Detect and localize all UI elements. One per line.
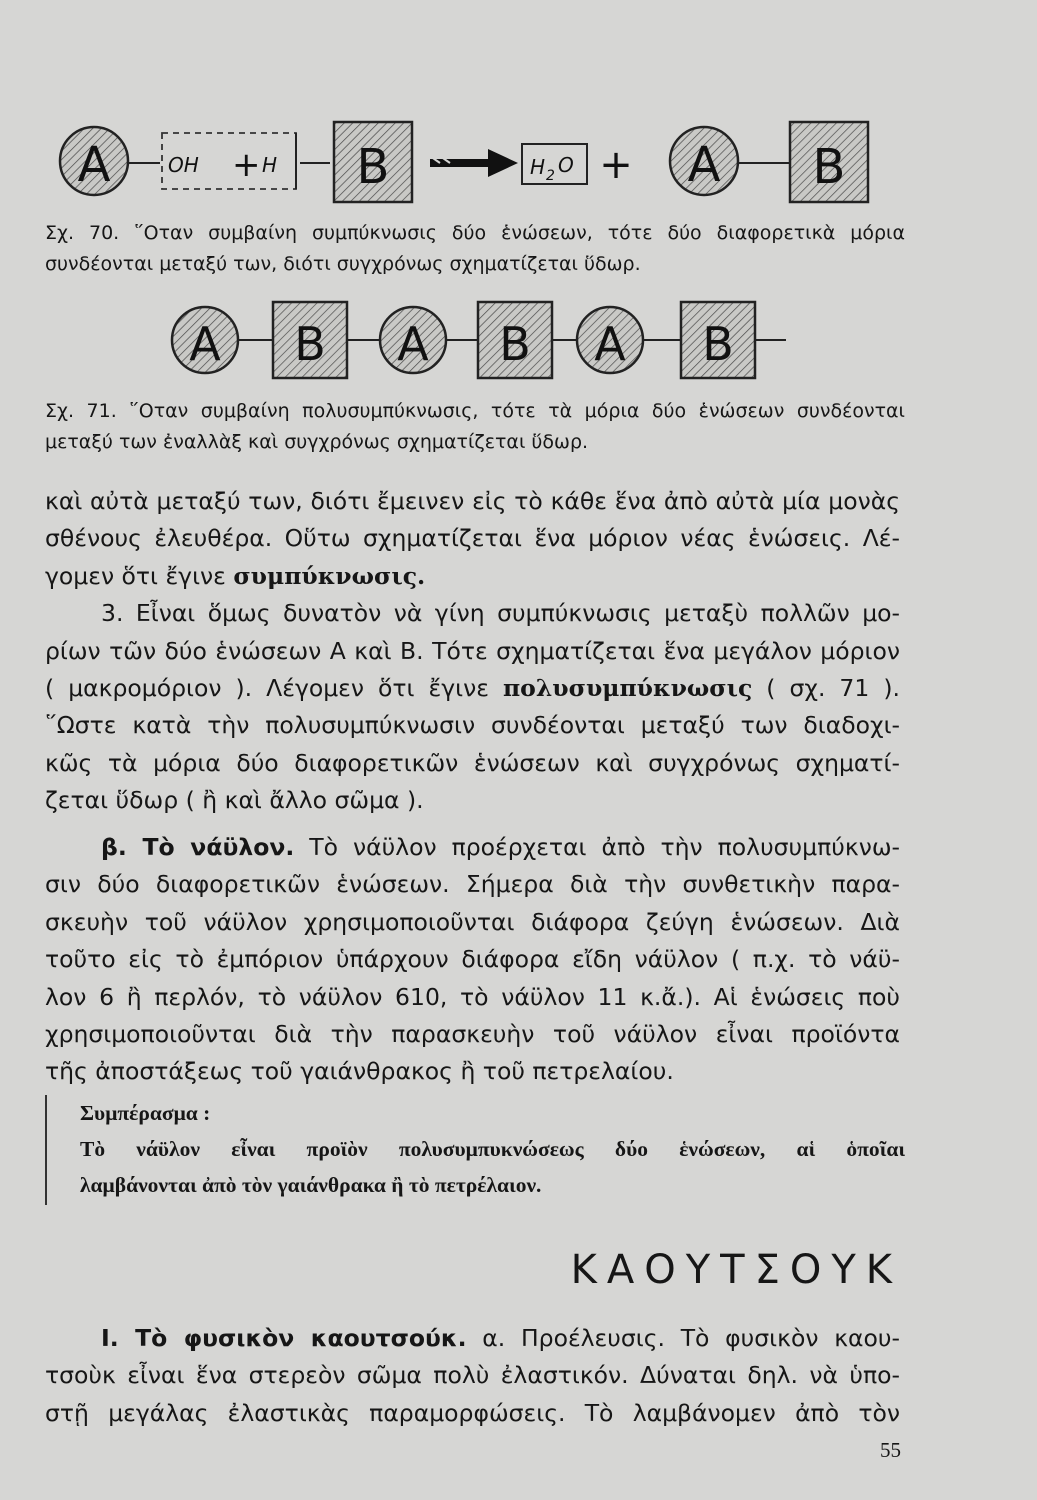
svg-text:H: H xyxy=(262,153,278,177)
chain-atom-a-circle xyxy=(172,307,238,373)
chain-molecule-b-square xyxy=(478,302,552,378)
chain-label: A xyxy=(594,317,626,371)
chain-atom-a-circle xyxy=(380,307,446,373)
svg-text:O: O xyxy=(558,153,574,177)
chain-label: A xyxy=(189,317,221,371)
molecule-b-square-product xyxy=(790,122,868,202)
paragraph-condensation: καὶ αὐτὰ μεταξύ των, διότι ἔμεινεν εἰς τὸ κάθε ἕνα ἀπὸ αὐτὰ μία μονὰς σθένους ἐλευθέρα. Οὕτω σχηματίζεται ἕνα μόριον νέας ἑνώσεις. Λέ- γομεν ὅτι ἔγινε συμπύκνωσις. 3. Εἶναι ὅμως δυνατὸν νὰ γίνη συμπύκνωσις μεταξὺ πολλῶν μο- ρίων τῶν δύο ἑνώσεων Α καὶ Β. Τότε σχηματίζεται ἕνα μεγάλον μόριον ( μακρομόριον ). Λέγομεν ὅτι ἔγινε πολυσυμπύκνωσις ( σχ. 71 ). ῞Ωστε κατὰ τὴν πολυσυμπύκνωσιν συνδέονται μεταξύ των διαδοχι- κῶς τὰ μόρια δύο διαφορετικῶν ἑνώσεων καὶ συγχρόνως σχηματί- ζεται ὕδωρ ( ἢ καὶ ἄλλο σῶμα ). xyxy=(45,487,900,815)
figure-71-caption: Σχ. 71. ῞Οταν συμβαίνη πολυσυμπύκνωσις, τότε τὰ μόρια δύο ἑνώσεων συνδέονται μεταξύ των ἐναλλὰξ καὶ συγχρόνως σχηματίζεται ὕδωρ. xyxy=(45,400,905,453)
water-box xyxy=(522,144,587,184)
atom-a-circle-product xyxy=(670,127,738,195)
plus-sign: + xyxy=(599,142,633,188)
figure-70-caption: Σχ. 70. ῞Οταν συμβαίνη συμπύκνωσις δύο ἑνώσεων, τότε δύο διαφορετικὰ μόρια συνδέονται μεταξύ των, διότι συγχρόνως σχηματίζεται ὕδωρ. xyxy=(45,222,905,275)
page-number: 55 xyxy=(880,1438,901,1462)
svg-text:H: H xyxy=(530,155,546,179)
chain-molecule-b-square xyxy=(273,302,347,378)
svg-text:B: B xyxy=(812,139,846,195)
conclusion-box: Συμπέρασμα : Τὸ νάϋλον εἶναι προϊὸν πολυσυμπυκνώσεως δύο ἑνώσεων, αἱ ὁποῖαι λαμβάνονται ἀπὸ τὸν γαιάνθρακα ἢ τὸ πετρέλαιον. xyxy=(45,1095,905,1205)
conclusion-title: Συμπέρασμα : xyxy=(80,1101,211,1125)
chain-atom-a-circle xyxy=(577,307,643,373)
molecule-b-square xyxy=(334,122,412,202)
section-heading: ΚΑΟΥΤΣΟΥΚ xyxy=(570,1247,902,1293)
chain-label: A xyxy=(397,317,429,371)
svg-text:A: A xyxy=(77,137,111,193)
chain-molecule-b-square xyxy=(681,302,755,378)
svg-text:OH: OH xyxy=(168,153,199,177)
reaction-arrow xyxy=(430,149,518,177)
figure-71-chain xyxy=(172,302,786,378)
atom-a-circle xyxy=(60,127,128,195)
svg-text:A: A xyxy=(687,137,721,193)
svg-text:2: 2 xyxy=(546,168,555,184)
chain-label: B xyxy=(702,317,734,371)
chain-label: B xyxy=(294,317,326,371)
oh-h-group xyxy=(162,133,296,189)
svg-text:B: B xyxy=(356,139,390,195)
paragraph-rubber: Ι. Τὸ φυσικὸν καουτσούκ. α. Προέλευσις. Τὸ φυσικὸν καου- τσοὺκ εἶναι ἕνα στερεὸν σῶμα πολὺ ἐλαστικόν. Δύναται δηλ. νὰ ὑπο- στῇ μεγάλας ἐλαστικὰς παραμορφώσεις. Τὸ λαμβάνομεν ἀπὸ τὸν xyxy=(45,1324,900,1427)
figure-70-diagram xyxy=(0,0,1037,400)
svg-text:+: + xyxy=(232,145,261,185)
chain-label: B xyxy=(499,317,531,371)
paragraph-nylon: β. Τὸ νάϋλον. Τὸ νάϋλον προέρχεται ἀπὸ τὴν πολυσυμπύκνω- σιν δύο διαφορετικῶν ἑνώσεων. Σήμερα διὰ τὴν συνθετικὴν παρα- σκευὴν τοῦ νάϋλον χρησιμοποιοῦνται διάφορα ζεύγη ἑνώσεων. Διὰ τοῦτο εἰς τὸ ἐμπόριον ὑπάρχουν διάφορα εἴδη νάϋλον ( π.χ. τὸ νάϋ- λον 6 ἢ περλόν, τὸ νάϋλον 610, τὸ νάϋλον 11 κ.ἄ.). Αἱ ἑνώσεις ποὺ χρησιμοποιοῦνται διὰ τὴν παρασκευὴν τοῦ νάϋλον εἶναι προϊόντα τῆς ἀποστάξεως τοῦ γαιάνθρακος ἢ τοῦ πετρελαίου. xyxy=(45,833,900,1086)
